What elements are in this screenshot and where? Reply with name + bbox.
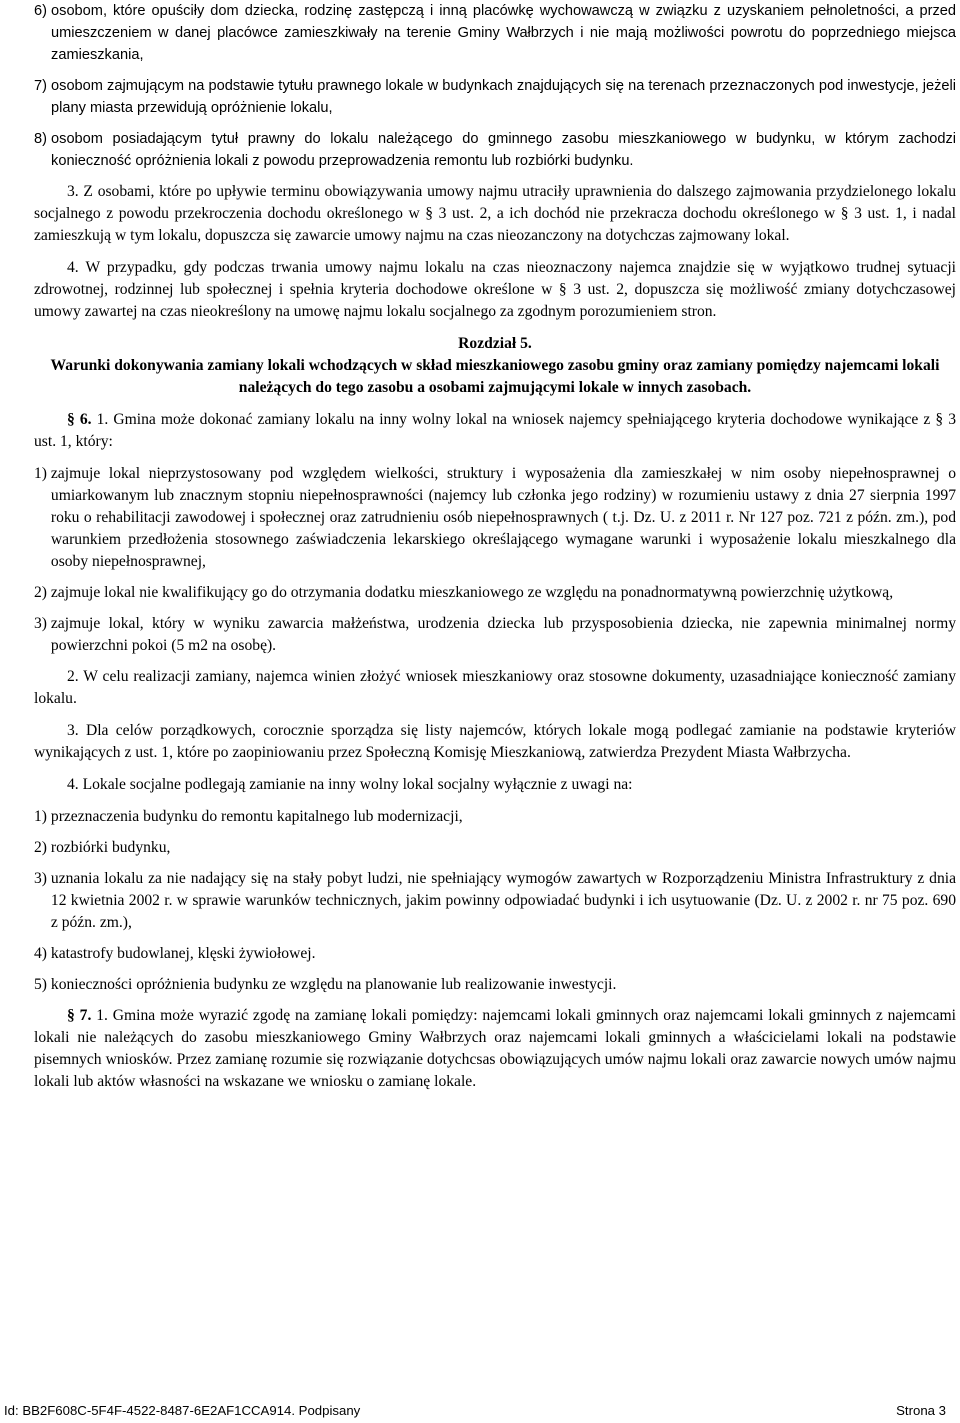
section-6-paragraph-4: 4. Lokale socjalne podlegają zamianie na inny wolny lokal socjalny wyłącznie z uwagi na:: [67, 776, 633, 793]
list-item: [34, 974, 956, 996]
list-item-text: konieczności opróżnienia budynku ze względu na planowanie lub realizowanie inwestycji.: [50, 976, 617, 993]
list-item-number: 3): [34, 870, 51, 887]
section-7-paragraph-1-text: 1. Gmina może wyrazić zgodę na zamianę lokali pomiędzy: najemcami lokali gminnych oraz najemcami lokali gminnych z najemcami lokali nie należących do zasobu mieszkaniowego Gminy Wałbrzych oraz najemcami lokali gminnych a właścicielami lokali na podstawie pisemnych wniosków. Przez zamianę rozumie się rozwiązanie dotychcsas obowiązujących umów najmu lokali oraz zawarcie nowych umów najmu lokali lub aktów własności na wskazane we wniosku o zamianę lokale.: [34, 1007, 957, 1090]
list-item-text: osobom, które opuściły dom dziecka, rodzinę zastępczą i inną placówkę wychowawczą w związku z uzyskaniem pełnoletności, a przed umieszczeniem w danej placówce zamieszkiwały na terenie Gminy Wałbrzych i nie mają możliwości powrotu do poprzedniego miejsca zamieszkania,: [51, 3, 956, 63]
list-item-number: 6): [34, 3, 52, 19]
section-7-label: § 7.: [67, 1007, 92, 1024]
section-7-paragraph-1: [34, 1005, 956, 1093]
list-item-number: 3): [34, 615, 51, 632]
list-item-text: rozbiórki budynku,: [50, 839, 171, 856]
list-item: [34, 806, 956, 828]
list-item: [34, 613, 956, 657]
list-item: [34, 868, 956, 934]
list-item-number: 2): [34, 839, 51, 856]
document-page: [34, 0, 956, 1103]
list-top: [34, 0, 956, 172]
list-item-text: przeznaczenia budynku do remontu kapitalnego lub modernizacji,: [50, 808, 463, 825]
list-item-text: osobom zajmującym na podstawie tytułu prawnego lokale w budynkach znajdujących się na terenach przeznaczonych pod inwestycje, jeżeli plany miasta przewidują opróżnienie lokalu,: [51, 78, 956, 116]
section-6-list: [34, 463, 956, 657]
chapter-subtitle: Warunki dokonywania zamiany lokali wchodzących w skład mieszkaniowego zasobu gminy oraz zamiany pomiędzy najemcami lokali należących do tego zasobu a osobami zajmującymi lokale w innych zasobach.: [50, 357, 940, 396]
document-id: Id: BB2F608C-5F4F-4522-8487-6E2AF1CCA914. Podpisany: [4, 1403, 361, 1418]
list-item-number: 8): [34, 131, 52, 147]
paragraph-3: 3. Z osobami, które po upływie terminu obowiązywania umowy najmu utraciły uprawnienia do dalszego zajmowania przydzielonego lokalu socjalnego z powodu przekroczenia dochodu określonego w § 3 ust. 2, a ich dochód nie przekracza dochodu określonego w § 3 ust. 1, i nadal zamieszkują w tym lokalu, dopuszcza się zawarcie umowy najmu na czas nieozanczony na dotychczas zajmowany lokal.: [34, 183, 956, 244]
list-item-number: 1): [34, 808, 51, 825]
list-item-number: 7): [34, 78, 52, 94]
section-6-paragraph-3: 3. Dla celów porządkowych, corocznie sporządza się listy najemców, których lokale mogą podlegać zamianie na podstawie kryteriów wynikających z ust. 1, które po zaopiniowaniu przez Społeczną Komisję Mieszkaniową, zatwierdza Prezydent Miasta Wałbrzycha.: [34, 722, 956, 761]
list-item-text: zajmuje lokal nieprzystosowany pod względem wielkości, struktury i wyposażenia dla zamieszkałej w nim osoby niepełnosprawnej o umiarkowanym lub znacznym stopniu niepełnosprawności (najemcy lub członka jego rodziny) w rozumieniu ustawy z dnia 27 sierpnia 1997 roku o rehabilitacji zawodowej i społecznej oraz zatrudnieniu osób niepełnosprawnych ( t.j. Dz. U. z 2011 r. Nr 127 poz. 721 z późn. zm.), pod warunkiem przedłożenia stosownego zaświadczenia lekarskiego określającego wymagane warunki i wyposażenie lokalu mieszkalnego dla osoby niepełnosprawnej,: [50, 465, 956, 570]
chapter-title: Rozdział 5.: [458, 335, 532, 352]
section-6-paragraph-2: 2. W celu realizacji zamiany, najemca winien złożyć wniosek mieszkaniowy oraz stosowne dokumenty, uzasadniające konieczność zamiany lokalu.: [34, 668, 956, 707]
list-item-number: 1): [34, 465, 51, 482]
section-6-label: § 6.: [67, 411, 92, 428]
section-6-4-list: [34, 806, 956, 996]
list-item-text: zajmuje lokal, który w wyniku zawarcia małżeństwa, urodzenia dziecka lub przysposobienia dziecka, nie zapewnia minimalnej normy powierzchni pokoi (5 m2 na osobę).: [50, 615, 956, 654]
list-item-number: 2): [34, 584, 51, 601]
list-item-text: katastrofy budowlanej, klęski żywiołowej.: [50, 945, 316, 962]
list-item-number: 5): [34, 976, 51, 993]
list-item: [34, 463, 956, 573]
section-6-paragraph-1-text: 1. Gmina może dokonać zamiany lokalu na inny wolny lokal na wniosek najemcy spełniającego kryteria dochodowe wynikające z § 3 ust. 1, który:: [34, 411, 956, 450]
list-item: [34, 943, 956, 965]
page-number: Strona 3: [896, 1403, 946, 1418]
paragraph-4: 4. W przypadku, gdy podczas trwania umowy najmu lokalu na czas nieoznaczony najemca znajdzie się w wyjątkowo trudnej sytuacji zdrowotnej, rodzinnej lub społecznej i spełnia kryteria dochodowe określone w § 3 ust. 2, dopuszcza się możliwość zmiany dotychczasowej umowy zawartej na czas nieokreślony na umowę najmu lokalu socjalnego za zgodnym porozumieniem stron.: [34, 259, 956, 320]
list-item: [34, 582, 956, 604]
list-item-number: 4): [34, 945, 51, 962]
list-item-6: [34, 0, 956, 66]
section-6-paragraph-1: [34, 409, 956, 453]
list-item-7: [34, 75, 956, 119]
list-item-text: uznania lokalu za nie nadający się na stały pobyt ludzi, nie spełniający wymogów zawartych w Rozporządzeniu Ministra Infrastruktury z dnia 12 kwietnia 2002 r. w sprawie warunków technicznych, jakim powinny odpowiadać budynki i ich usytuowanie (Dz. U. z 2002 r. nr 75 poz. 690 z późn. zm.),: [50, 870, 956, 931]
list-item: [34, 837, 956, 859]
list-item-text: osobom posiadającym tytuł prawny do lokalu należącego do gminnego zasobu mieszkaniowego w budynku, w którym zachodzi konieczność opróżnienia lokali z powodu przeprowadzenia remontu lub rozbiórki budynku.: [51, 131, 956, 169]
page-footer: [4, 1403, 946, 1418]
list-item-8: [34, 128, 956, 172]
list-item-text: zajmuje lokal nie kwalifikujący go do otrzymania dodatku mieszkaniowego ze względu na ponadnormatywną powierzchnię użytkową,: [50, 584, 894, 601]
